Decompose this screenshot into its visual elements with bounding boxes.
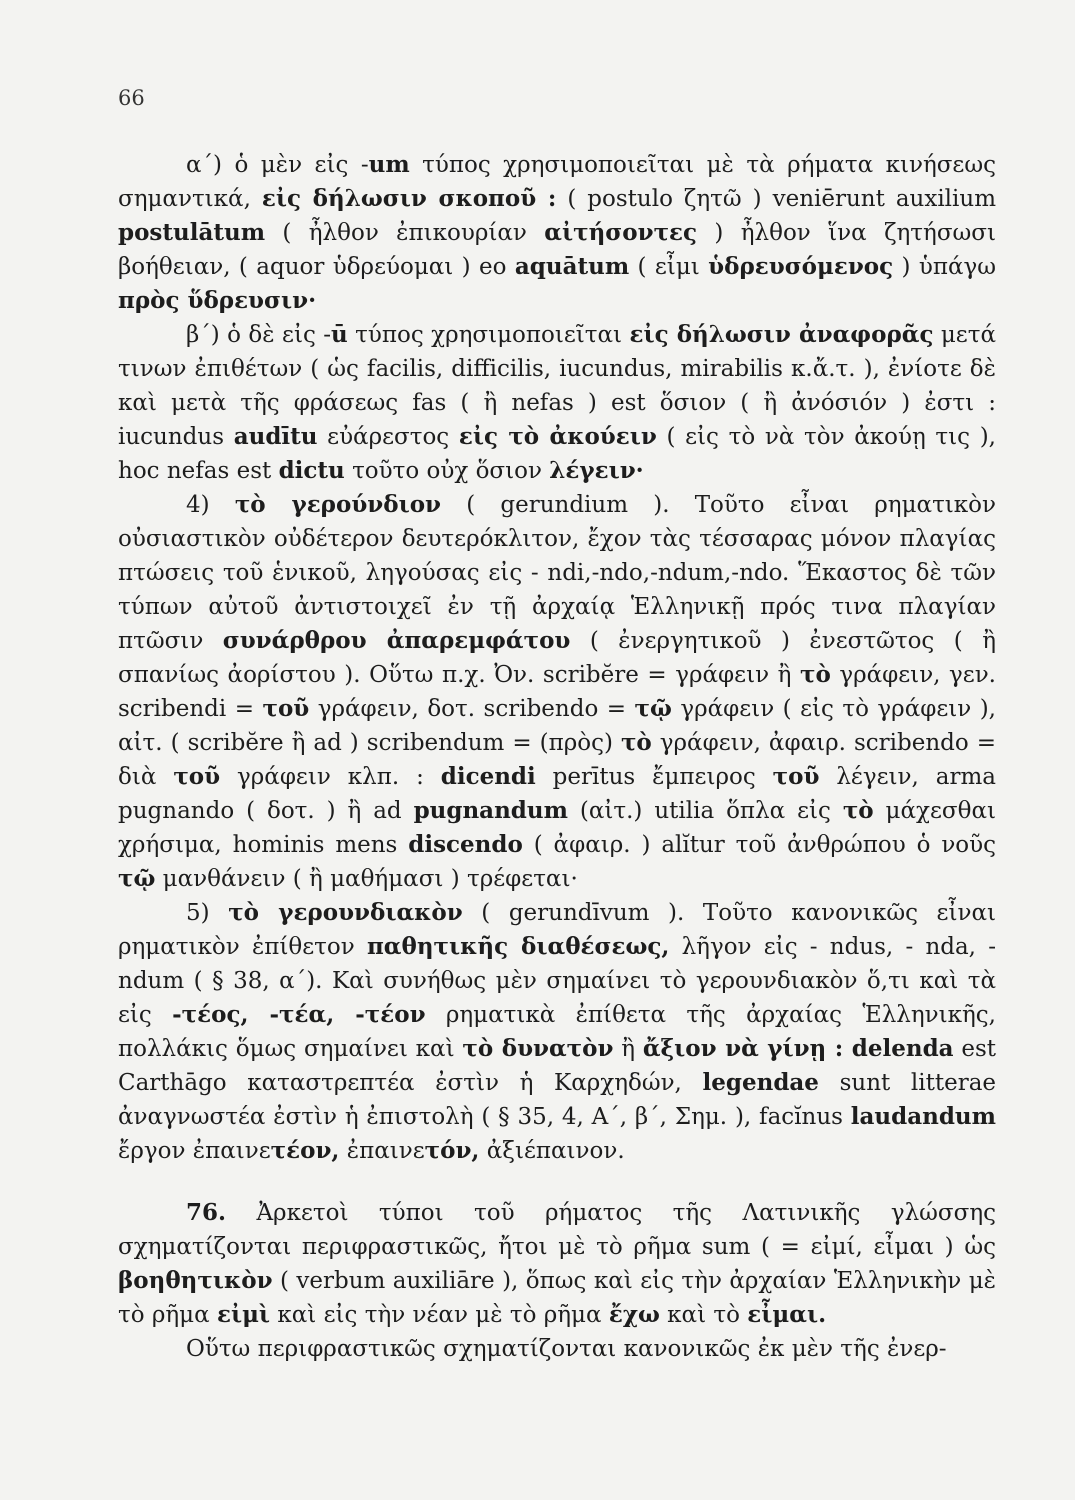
text-run: Ἀρκετοὶ τύποι τοῦ ρήματος τῆς Λατινικῆς γλώσσης σχηματίζονται περιφραστικῶς, ἤτοι μὲ τὸ ρῆμα sum ( = εἰμί, εἶμαι ) ὡς [118, 1200, 996, 1260]
bold-run: pugnandum [413, 797, 568, 824]
text-run: est Carthāgo καταστρεπτέα ἐστὶν ἡ Καρχηδών, [118, 1036, 997, 1096]
text-run: Οὕτω περιφραστικῶς σχηματίζονται κανονικῶς ἐκ μὲν τῆς ἐνερ- [186, 1336, 947, 1362]
text-run: ) ὑπάγω [893, 254, 996, 280]
bold-run: τὸ [620, 729, 652, 756]
bold-run: postulātum [118, 219, 266, 246]
bold-run: τὸ [799, 661, 831, 688]
bold-run: τὸ γερούνδιον [234, 491, 442, 518]
bold-run: συνάρθρου ἀπαρεμφάτου [222, 627, 571, 654]
text-run: ( εἶμι [629, 254, 709, 280]
text-run: ρηματικὰ ἐπίθετα τῆς ἀρχαίας Ἑλληνικῆς, πολλάκις ὅμως σημαίνει καὶ [118, 1002, 996, 1062]
bold-run: dictu [278, 457, 345, 484]
text-run: τύπος χρησιμοποιεῖται [347, 322, 630, 348]
bold-run: audītu [233, 423, 318, 450]
text-run: ) ἦλθον ἵνα ζητήσωσι βοήθειαν, ( aquor ὑδρεύομαι ) eo [118, 220, 996, 280]
text-run: ἐπαινε [339, 1138, 425, 1164]
text-run: λῆγον εἰς - ndus, - nda, -ndum ( § 38, α΄). Καὶ συνήθως μὲν σημαίνει τὸ γερουνδιακὸν ὅ,τι καὶ τὰ εἰς [118, 934, 996, 1028]
text-run: γράφειν κλπ. : [220, 764, 441, 790]
text-run: τύπος χρησιμοποιεῖται μὲ τὰ ρήματα κινήσεως σημαντικά, [118, 152, 996, 212]
text-run: ( postulo ζητῶ ) veniērunt auxilium [556, 186, 997, 212]
page-number: 66 [118, 86, 145, 110]
text-run: 5) [186, 900, 229, 926]
text-run: καὶ εἰς τὴν νέαν μὲ τὸ ρῆμα [270, 1302, 609, 1328]
bold-run: ὑδρευσόμενος [708, 253, 894, 280]
bold-run: τὸ [842, 797, 874, 824]
bold-run: discendo [408, 831, 523, 858]
text-run: ( gerundīvum ). Τοῦτο κανονικῶς εἶναι ρηματικὸν ἐπίθετον [118, 900, 996, 960]
paragraph-continuation [118, 1332, 996, 1366]
bold-run: τέον, [270, 1137, 340, 1164]
text-run: ( εἰς τὸ νὰ τὸν ἀκούῃ τις ), hoc nefas est [118, 424, 996, 484]
text-run: καὶ τὸ [659, 1302, 748, 1328]
text-run: ἀξιέπαινον. [479, 1138, 625, 1164]
bold-run: τόν, [424, 1137, 480, 1164]
text-run: ( verbum auxiliāre ), ὅπως καὶ εἰς τὴν ἀρχαίαν Ἑλληνικὴν μὲ τὸ ρῆμα [118, 1268, 996, 1328]
text-run: λέγειν, arma pugnando ( δοτ. ) ἢ ad [118, 764, 996, 824]
bold-run: βοηθητικὸν [118, 1267, 273, 1294]
bold-run: τὸ δυνατὸν [462, 1035, 614, 1062]
paragraph-gerund [118, 488, 996, 896]
bold-run: τῷ [118, 865, 156, 892]
bold-run: αἰτήσοντες [544, 219, 698, 246]
text-run: α΄) ὁ μὲν εἰς - [186, 152, 369, 178]
text-run: ἔργον ἐπαινε [118, 1138, 271, 1164]
paragraph-alpha [118, 148, 996, 318]
text-run: ( ἐνεργητικοῦ ) ἐνεστῶτος ( ἢ σπανίως ἀορίστου ). Οὕτω π.χ. Ὀν. scribĕre = γράφειν ἢ [118, 628, 996, 688]
text-run: τοῦτο οὐχ ὅσιον [344, 458, 550, 484]
text-run: ἢ [613, 1036, 643, 1062]
text-run: (αἰτ.) utilia ὅπλα εἰς [567, 798, 843, 824]
bold-run: πρὸς ὕδρευσιν· [118, 287, 317, 314]
paragraph-76 [118, 1196, 996, 1332]
bold-run: 76. [186, 1199, 227, 1226]
body-text [118, 148, 996, 1366]
bold-run: -τέος, -τέα, -τέον [172, 1001, 426, 1028]
bold-run: τοῦ [772, 763, 820, 790]
text-run: μανθάνειν ( ἢ μαθήμασι ) τρέφεται· [155, 866, 578, 892]
bold-run: ἄξιον νὰ γίνῃ : delenda [642, 1035, 954, 1062]
bold-run: um [368, 151, 410, 178]
text-run: γράφειν, δοτ. scribendo = [309, 696, 635, 722]
text-run: perītus ἔμπειρος [535, 764, 773, 790]
bold-run: τοῦ [173, 763, 221, 790]
bold-run: εἰς τὸ ἀκούειν [458, 423, 657, 450]
paragraph-beta [118, 318, 996, 488]
bold-run: ἔχω [608, 1301, 660, 1328]
bold-run: τοῦ [262, 695, 310, 722]
bold-run: λέγειν· [549, 457, 644, 484]
bold-run: τῷ [634, 695, 672, 722]
bold-run: εἶμαι. [747, 1301, 827, 1328]
bold-run: τὸ γερουνδιακὸν [228, 899, 463, 926]
bold-run: laudandum [850, 1103, 996, 1130]
text-run: 4) [186, 492, 235, 518]
bold-run: ū [331, 321, 348, 348]
text-run: μάχεσθαι χρήσιμα, hominis mens [118, 798, 996, 858]
text-run: μετά τινων ἐπιθέτων ( ὡς facilis, difficilis, iucundus, mirabilis κ.ἄ.τ. ), ἐνίοτε δὲ καὶ μετὰ τῆς φράσεως fas ( ἢ nefas ) est ὅσιον ( ἢ ἀνόσιόν ) ἐστι : iucundus [118, 322, 996, 450]
text-run: γράφειν, γεν. scribendi = [118, 662, 996, 722]
bold-run: dicendi [440, 763, 536, 790]
text-run: ( ἦλθον ἐπικουρίαν [265, 220, 545, 246]
bold-run: εἰς δήλωσιν σκοποῦ : [261, 185, 557, 212]
text-run: sunt litterae ἀναγνωστέα ἐστὶν ἡ ἐπιστολὴ ( § 35, 4, Α΄, β΄, Σημ. ), facĭnus [118, 1070, 997, 1130]
text-run: γράφειν ( εἰς τὸ γράφειν ), αἰτ. ( scribĕre ἢ ad ) scribendum = (πρὸς) [118, 696, 996, 756]
bold-run: εἰμὶ [216, 1301, 271, 1328]
text-run: εὐάρεστος [317, 424, 459, 450]
paragraph-gerundive [118, 896, 996, 1168]
bold-run: aquātum [514, 253, 630, 280]
text-run: β΄) ὁ δὲ εἰς - [186, 322, 332, 348]
bold-run: παθητικῆς διαθέσεως, [366, 933, 670, 960]
text-run: γράφειν, ἀφαιρ. scribendo = διὰ [118, 730, 997, 790]
bold-run: εἰς δήλωσιν ἀναφορᾶς [629, 321, 934, 348]
bold-run: legendae [702, 1069, 819, 1096]
text-run: ( gerundium ). Τοῦτο εἶναι ρηματικὸν οὐσιαστικὸν οὐδέτερον δευτερόκλιτον, ἔχον τὰς τέσσαρας μόνον πλαγίας πτώσεις τοῦ ἑνικοῦ, ληγούσας εἰς - ndi,-ndo,-ndum,-ndo. Ἕκαστος δὲ τῶν τύπων αὐτοῦ ἀντιστοιχεῖ ἐν τῇ ἀρχαίᾳ Ἑλληνικῇ πρός τινα πλαγίαν πτῶσιν [118, 492, 997, 654]
text-run: ( ἀφαιρ. ) alĭtur τοῦ ἀνθρώπου ὁ νοῦς [522, 832, 997, 858]
